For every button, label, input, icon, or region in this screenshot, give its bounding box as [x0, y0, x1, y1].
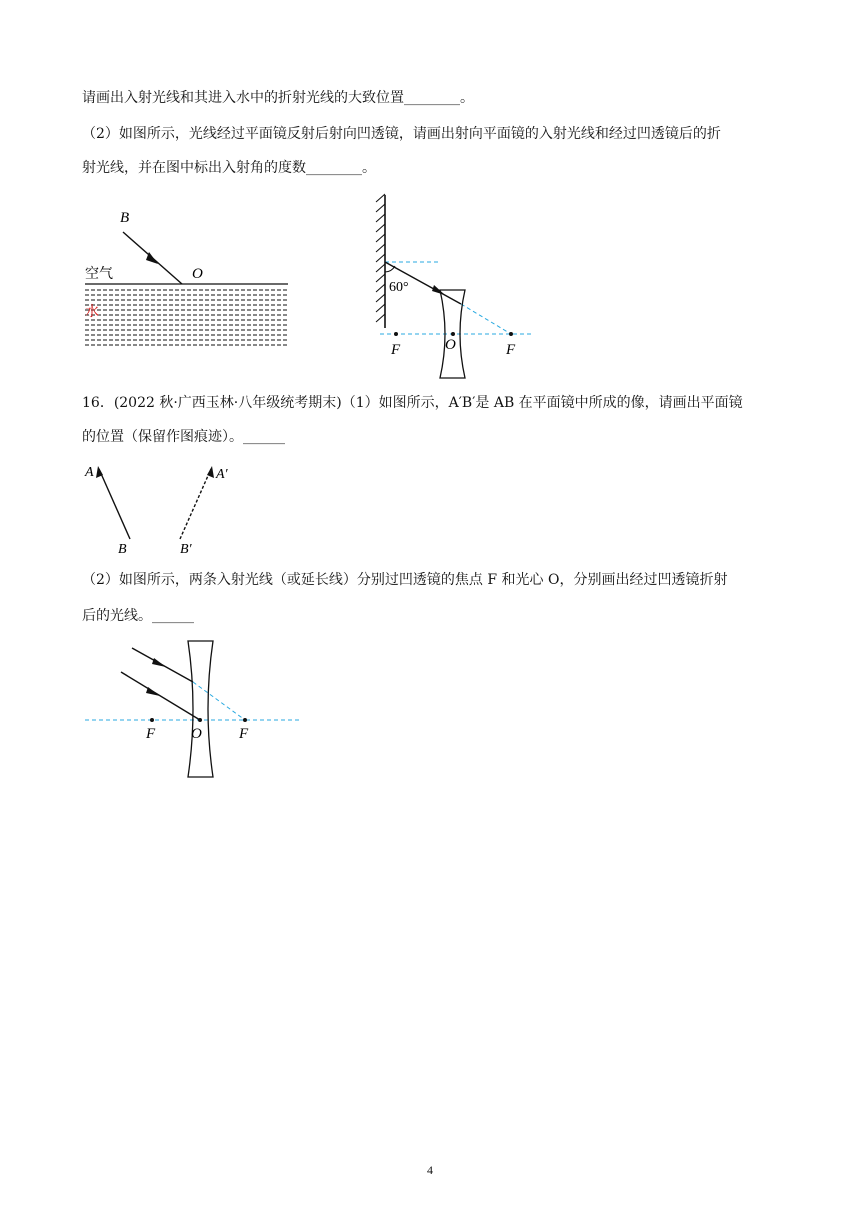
- label-f-right: F: [506, 342, 516, 358]
- question-16-part2-line1: （2）如图所示，两条入射光线（或延长线）分别过凹透镜的焦点 F 和光心 O，分别画出经过凹透镜折射: [82, 572, 728, 588]
- label-a-prime: A′: [216, 467, 228, 482]
- paragraph-p2: （2）如图所示，光线经过平面镜反射后射向凹透镜，请画出射向平面镜的入射光线和经过凹透镜后的折: [82, 126, 721, 142]
- incident-ray-top-arrowhead: [152, 658, 166, 667]
- image-arrowhead: [207, 466, 214, 478]
- question-16-line2: 的位置（保留作图痕迹）。______: [82, 429, 285, 445]
- concave-lens: [188, 641, 213, 777]
- label-water: 水: [85, 305, 99, 320]
- paragraph-p1: 请画出入射光线和其进入水中的折射光线的大致位置________。: [82, 90, 474, 106]
- figure-air-water: [80, 205, 295, 355]
- label-a: A: [85, 465, 94, 480]
- label-f-right: F: [239, 726, 249, 742]
- page-number: 4: [427, 1163, 433, 1177]
- figure-object-image: [80, 458, 240, 558]
- question-16-part2-line2: 后的光线。______: [82, 608, 194, 624]
- optical-center-point: [198, 718, 202, 722]
- mirror-hatching: [376, 194, 385, 322]
- paragraph-p3: 射光线，并在图中标出入射角的度数________。: [82, 160, 376, 176]
- label-air: 空气: [85, 267, 113, 282]
- incident-ray-bottom-arrowhead: [146, 687, 160, 696]
- label-b-prime: B′: [180, 542, 192, 557]
- angle-label: 60°: [389, 280, 409, 295]
- extension-line: [461, 304, 511, 334]
- label-f-left: F: [146, 726, 156, 742]
- figure-mirror-lens: [365, 190, 540, 385]
- label-f-left: F: [391, 342, 401, 358]
- optical-center-point: [451, 332, 455, 336]
- focus-point-right: [243, 718, 247, 722]
- focus-point-left: [150, 718, 154, 722]
- image-a-b-prime: [180, 469, 211, 539]
- object-ab: [99, 469, 130, 539]
- water-hatching: [85, 290, 288, 345]
- label-o: O: [191, 726, 202, 742]
- figure-concave-lens-rays: [80, 635, 305, 785]
- focus-point-right: [509, 332, 513, 336]
- label-o: O: [445, 337, 456, 353]
- label-b: B: [118, 542, 127, 557]
- question-16-line1: 16．(2022 秋·广西玉林·八年级统考期末)（1）如图所示，A′B′是 AB 在平面镜中所成的像，请画出平面镜: [82, 395, 743, 411]
- label-o: O: [192, 266, 203, 282]
- focus-point-left: [394, 332, 398, 336]
- extension-line: [193, 682, 245, 720]
- label-b: B: [120, 210, 130, 226]
